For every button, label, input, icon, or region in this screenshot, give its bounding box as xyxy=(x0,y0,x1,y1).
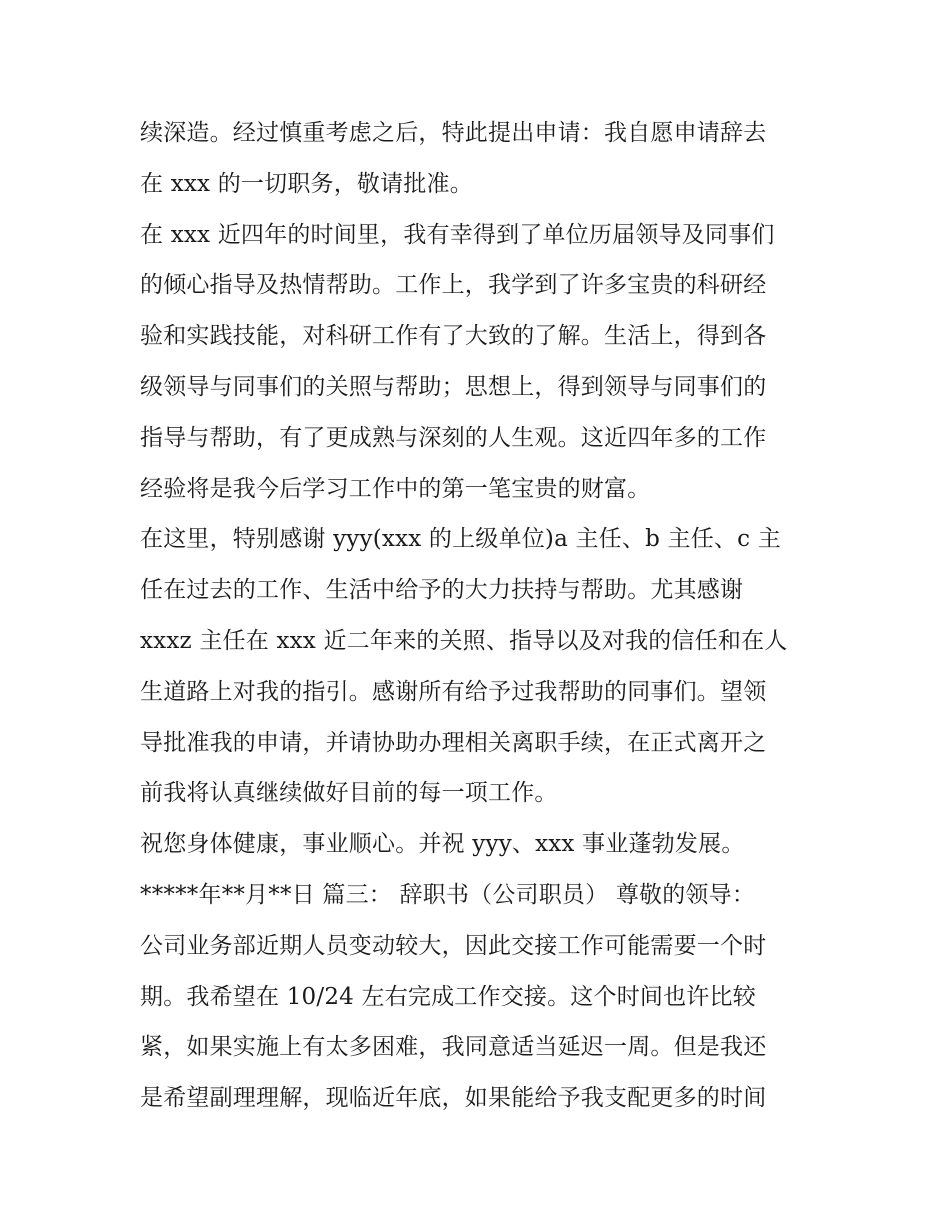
text-line: 生道路上对我的指引。感谢所有给予过我帮助的同事们。望领 xyxy=(140,678,767,705)
text-line: 是希望副理理解，现临近年底，如果能给予我支配更多的时间 xyxy=(140,1085,767,1112)
text-line: xxxz 主任在 xxx 近二年来的关照、指导以及对我的信任和在人 xyxy=(140,627,788,654)
text-line: 前我将认真继续做好目前的每一项工作。 xyxy=(140,780,558,807)
text-line: 级领导与同事们的关照与帮助；思想上，得到领导与同事们的 xyxy=(140,373,767,400)
text-line: 紧，如果实施上有太多困难，我同意适当延迟一周。但是我还 xyxy=(140,1034,767,1061)
text-line: 在这里，特别感谢 yyy(xxx 的上级单位)a 主任、b 主任、c 主 xyxy=(140,526,781,553)
text-line: 经验将是我今后学习工作中的第一笔宝贵的财富。 xyxy=(140,475,651,502)
text-line: 期。我希望在 10/24 左右完成工作交接。这个时间也许比较 xyxy=(140,983,756,1010)
text-line: 祝您身体健康，事业顺心。并祝 yyy、xxx 事业蓬勃发展。 xyxy=(140,831,745,858)
text-line: 导批准我的申请，并请协助办理相关离职手续，在正式离开之 xyxy=(140,729,767,756)
text-line: 指导与帮助，有了更成熟与深刻的人生观。这近四年多的工作 xyxy=(140,424,767,451)
text-line: 续深造。经过慎重考虑之后，特此提出申请：我自愿申请辞去 xyxy=(140,120,767,146)
text-line: 在 xxx 近四年的时间里，我有幸得到了单位历届领导及同事们 xyxy=(140,221,775,248)
text-line: 的倾心指导及热情帮助。工作上，我学到了许多宝贵的科研经 xyxy=(140,272,767,299)
document-body xyxy=(140,108,820,1124)
text-line: *****年**月**日 篇三： 辞职书（公司职员） 尊敬的领导： xyxy=(140,881,756,908)
text-line: 公司业务部近期人员变动较大，因此交接工作可能需要一个时 xyxy=(140,932,767,959)
text-line: 在 xxx 的一切职务，敬请批准。 xyxy=(140,170,473,197)
text-line: 验和实践技能，对科研工作有了大致的了解。生活上，得到各 xyxy=(140,323,767,350)
text-line: 任在过去的工作、生活中给予的大力扶持与帮助。尤其感谢 xyxy=(140,577,744,604)
